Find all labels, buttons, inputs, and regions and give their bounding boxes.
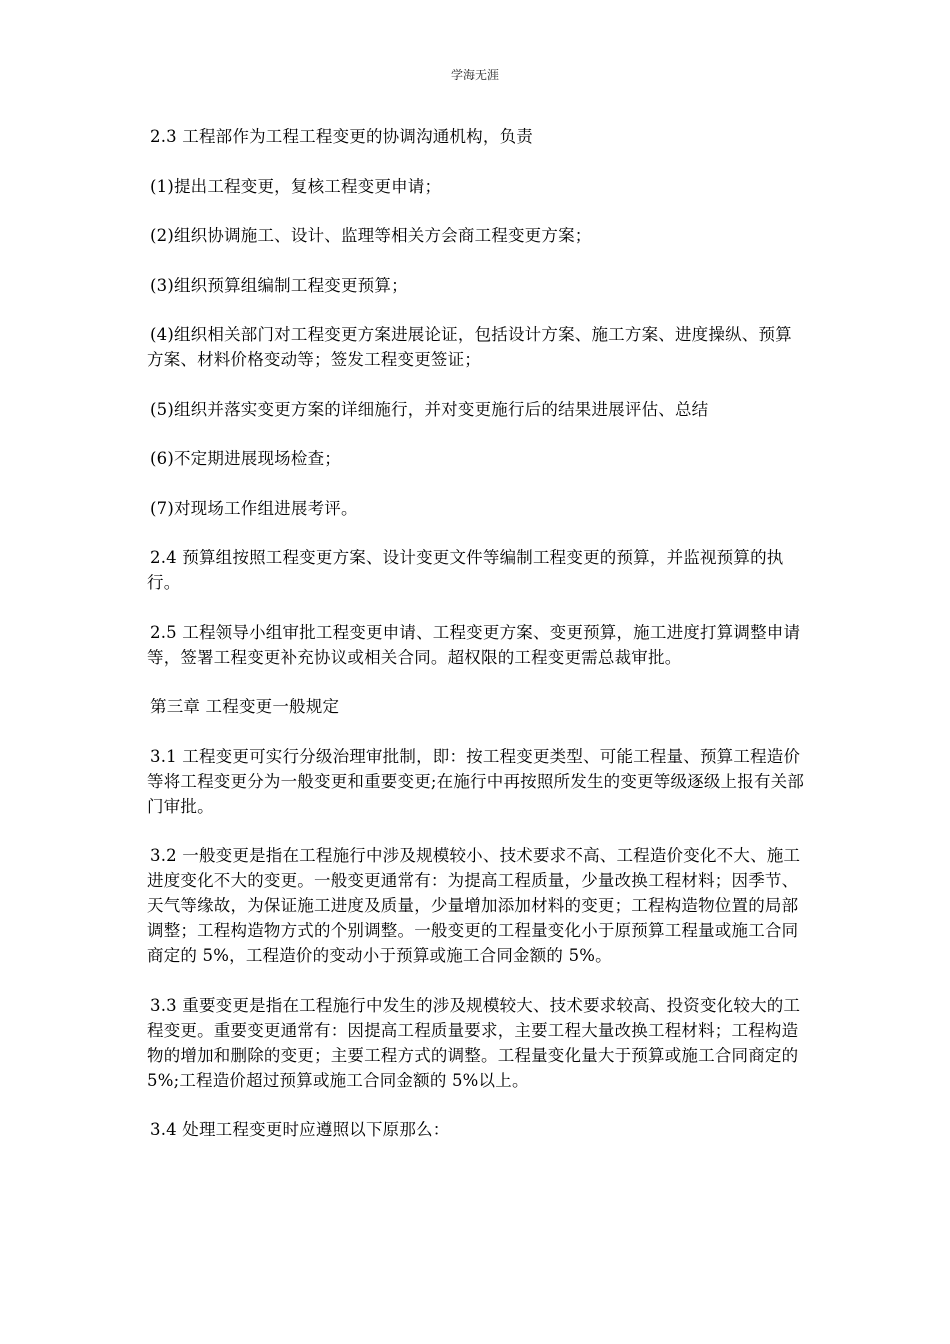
paragraph-3-4: 3.4 处理工程变更时应遵照以下原那么： [150, 1120, 450, 1139]
paragraph-3-2: 3.2 一般变更是指在工程施行中涉及规模较小、技术要求不高、工程造价变化不大、施工进度变化不大的变更。一般变更通常有：为提高工程质量，少量改换工程材料；因季节、天气等缘故，为保证施工进度及质量，少量增加添加材料的变更；工程构造物位置的局部调整；工程构造物方式的个别调整。一般变更的工程量变化小于原预算工程量或施工合同商定的 5%，工程造价的变动小于预算或施工合同金额的 5%。 [147, 846, 801, 965]
list-item-7: (7)对现场工作组进展考评。 [150, 498, 358, 518]
list-item-2: (2)组织协调施工、设计、监理等相关方会商工程变更方案； [150, 226, 592, 245]
list-item-5: (5)组织并落实变更方案的详细施行，并对变更施行后的结果进展评估、总结 [150, 399, 709, 419]
list-item-6: (6)不定期进展现场检查； [150, 449, 341, 468]
paragraph-3-1: 3.1 工程变更可实行分级治理审批制，即：按工程变更类型、可能工程量、预算工程造价等将工程变更分为一般变更和重要变更;在施行中再按照所发生的变更等级逐级上报有关部门审批。 [147, 746, 805, 816]
document-body [147, 124, 807, 1167]
list-item-3: (3)组织预算组编制工程变更预算； [150, 275, 408, 295]
chapter-heading: 第三章 工程变更一般规定 [150, 697, 340, 716]
paragraph-2-5: 2.5 工程领导小组审批工程变更申请、工程变更方案、变更预算，施工进度打算调整申请等，签署工程变更补充协议或相关合同。超权限的工程变更需总裁审批。 [147, 622, 801, 667]
list-item-4: (4)组织相关部门对工程变更方案进展论证，包括设计方案、施工方案、进度操纵、预算方案、材料价格变动等；签发工程变更签证； [147, 325, 792, 369]
paragraph-2-4: 2.4 预算组按照工程变更方案、设计变更文件等编制工程变更的预算，并监视预算的执行。 [147, 548, 784, 592]
page-header: 学海无涯 [450, 68, 499, 82]
paragraph-2-3: 2.3 工程部作为工程工程变更的协调沟通机构，负责 [150, 127, 533, 146]
paragraph-3-3: 3.3 重要变更是指在工程施行中发生的涉及规模较大、技术要求较高、投资变化较大的工程变更。重要变更通常有：因提高工程质量要求，主要工程大量改换工程材料；工程构造物的增加和删除的变更；主要工程方式的调整。工程量变化量大于预算或施工合同商定的 5%;工程造价超过预算或施工合同金额的 5%以上。 [147, 995, 801, 1090]
list-item-1: (1)提出工程变更，复核工程变更申请； [150, 176, 442, 196]
